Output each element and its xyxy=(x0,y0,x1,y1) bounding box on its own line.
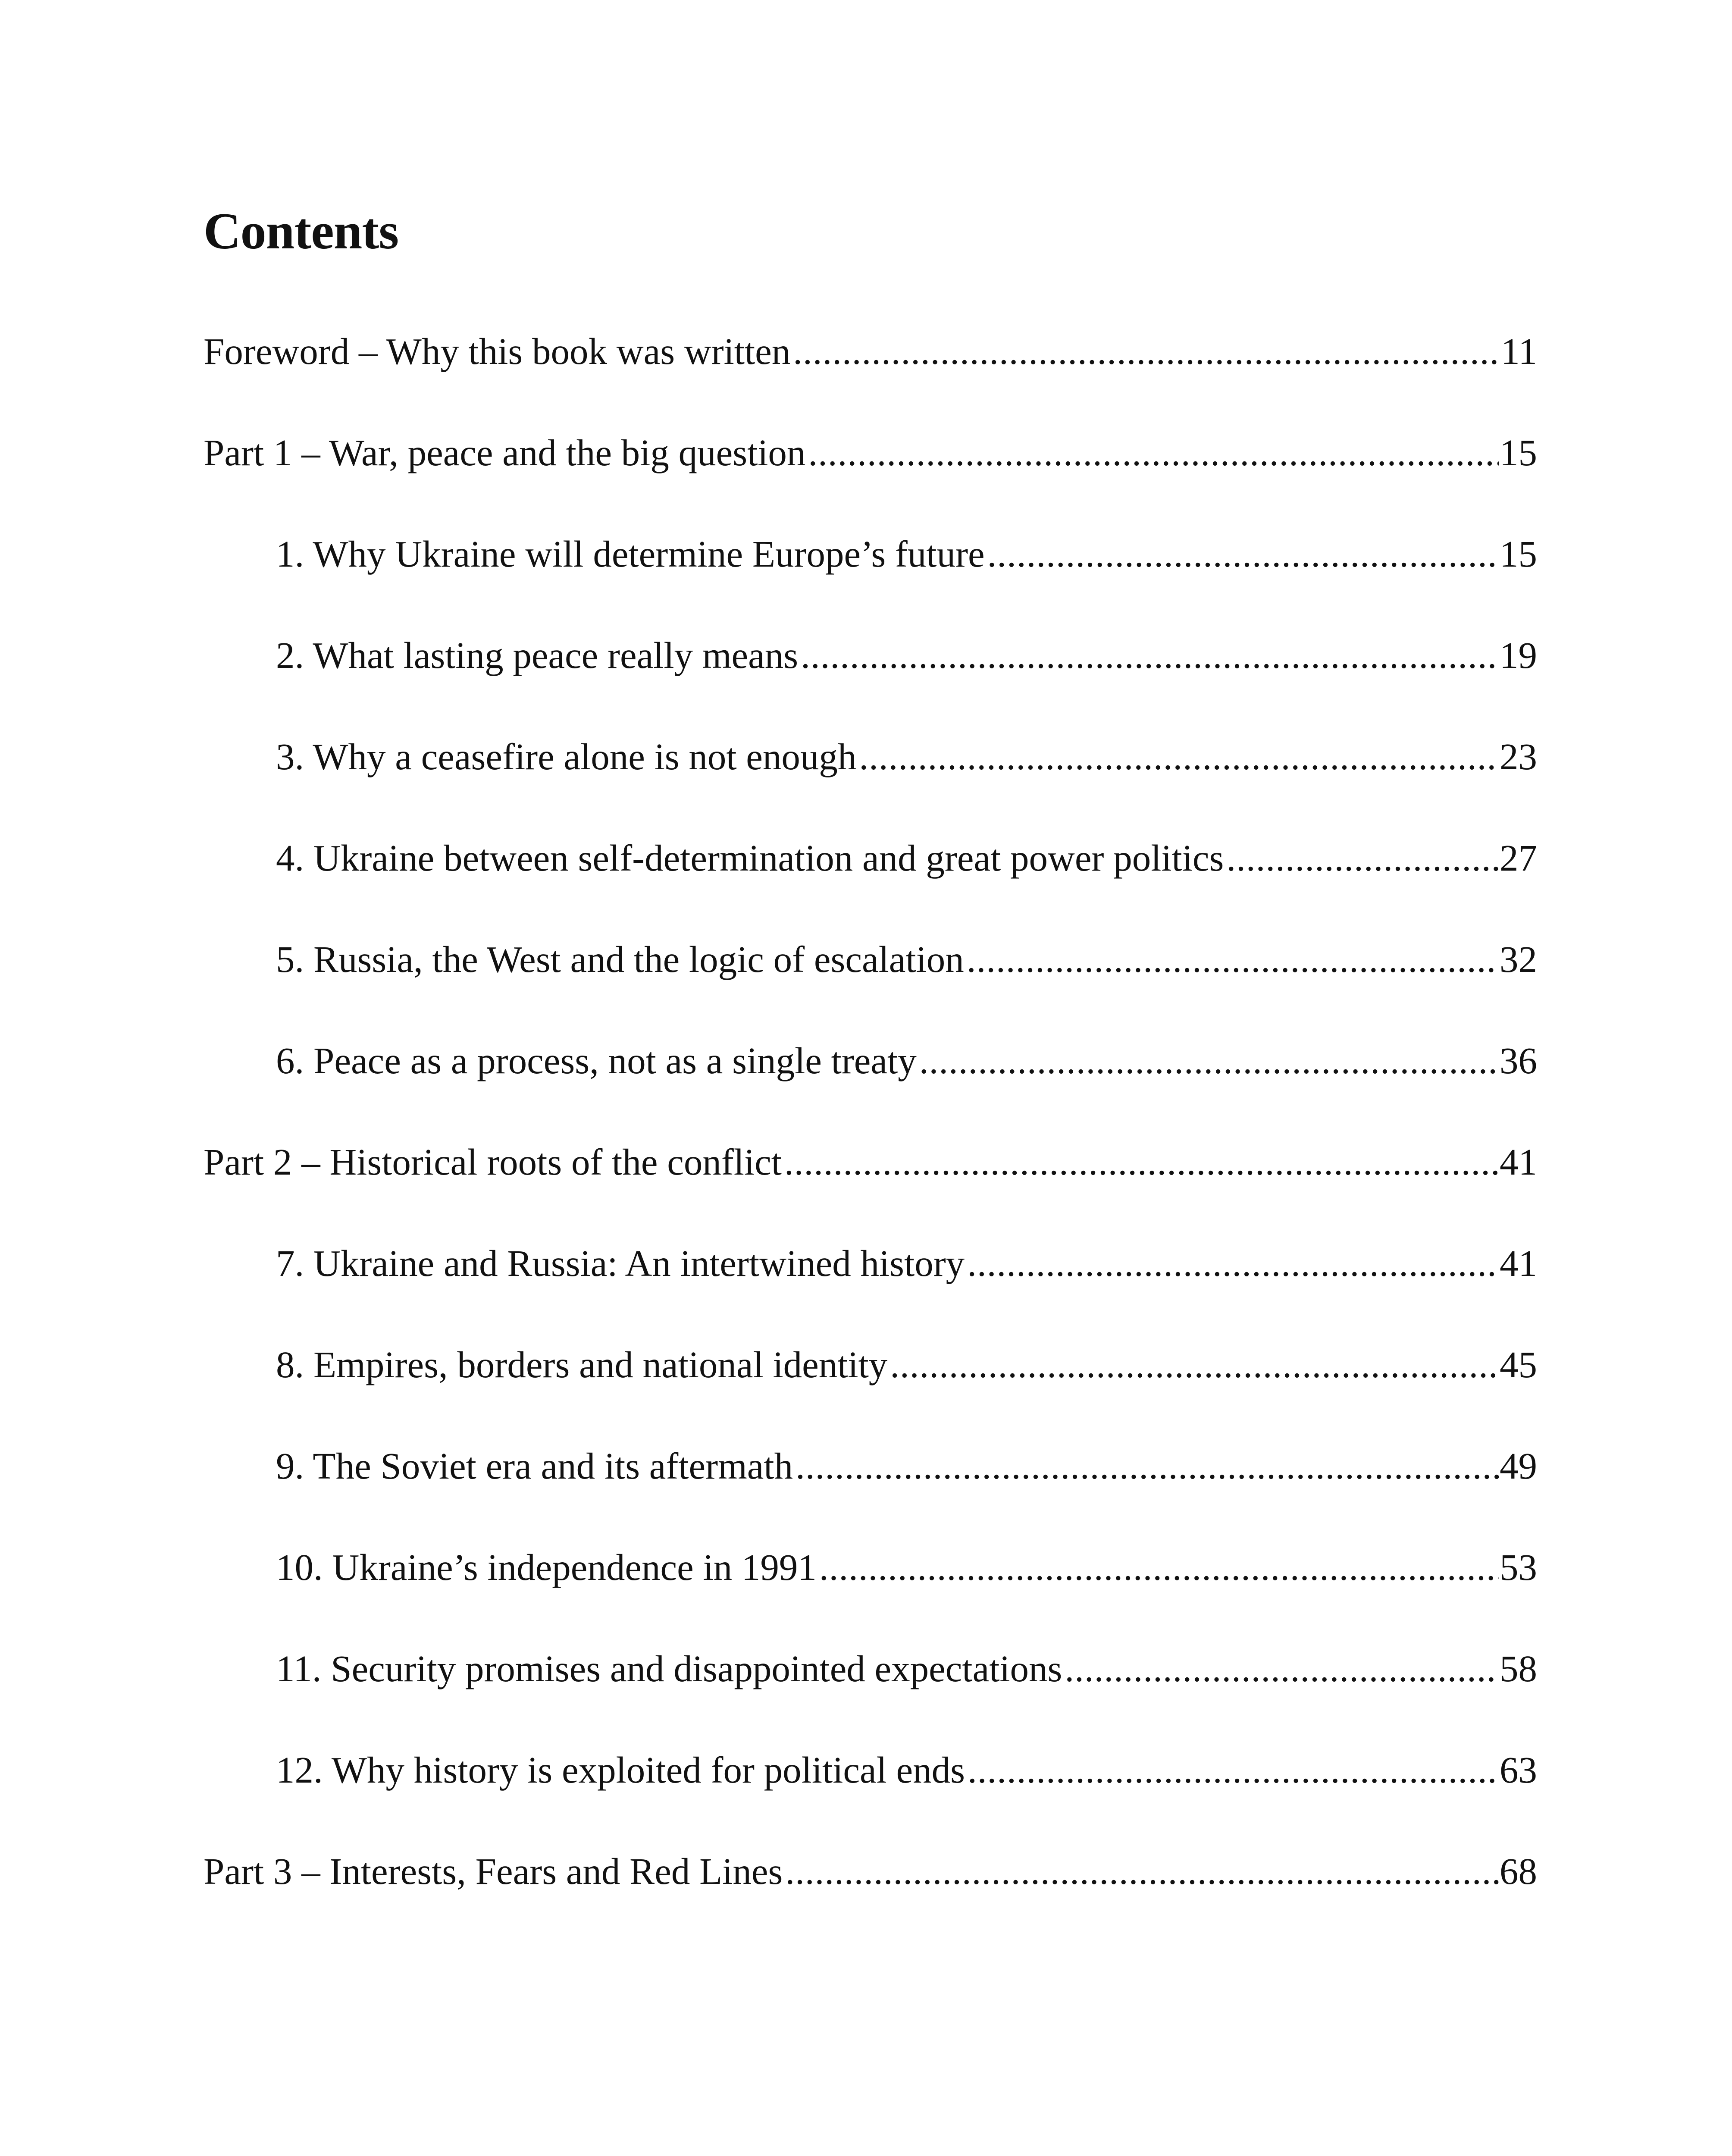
toc-entry-title: 7. Ukraine and Russia: An intertwined history xyxy=(276,1242,965,1284)
dot-leader xyxy=(859,733,1499,780)
toc-entry-page: 27 xyxy=(1500,837,1537,879)
toc-entry-chapter-1[interactable] xyxy=(276,530,1537,578)
toc-entry-page: 58 xyxy=(1500,1648,1537,1689)
dot-leader xyxy=(987,530,1499,578)
toc-entry-title: 4. Ukraine between self-determination and great power politics xyxy=(276,837,1224,879)
dot-leader xyxy=(819,1544,1499,1591)
toc-entry-part-2[interactable] xyxy=(204,1138,1537,1186)
toc-entry-chapter-10[interactable] xyxy=(276,1544,1537,1591)
dot-leader xyxy=(801,632,1499,679)
dot-leader xyxy=(919,1037,1499,1084)
toc-entry-foreword[interactable] xyxy=(204,328,1537,375)
toc-entry-chapter-4[interactable] xyxy=(276,834,1537,882)
dot-leader xyxy=(808,429,1499,476)
toc-entry-chapter-9[interactable] xyxy=(276,1442,1537,1490)
toc-entry-page: 15 xyxy=(1500,432,1537,473)
toc-entry-page: 23 xyxy=(1500,736,1537,777)
dot-leader xyxy=(784,1138,1499,1186)
toc-entry-title: 11. Security promises and disappointed expectations xyxy=(276,1648,1062,1689)
dot-leader xyxy=(967,936,1499,983)
toc-entry-page: 68 xyxy=(1500,1850,1537,1892)
page-title: Contents xyxy=(204,202,399,260)
toc-entry-page: 15 xyxy=(1500,533,1537,575)
toc-entry-part-1[interactable] xyxy=(204,429,1537,476)
toc-entry-title: Part 3 – Interests, Fears and Red Lines xyxy=(204,1850,783,1892)
toc-entry-chapter-2[interactable] xyxy=(276,632,1537,679)
toc-entry-chapter-6[interactable] xyxy=(276,1037,1537,1084)
dot-leader xyxy=(793,328,1500,375)
toc-entry-chapter-5[interactable] xyxy=(276,936,1537,983)
toc-entry-chapter-7[interactable] xyxy=(276,1240,1537,1287)
toc-entry-chapter-12[interactable] xyxy=(276,1746,1537,1794)
toc-entry-page: 63 xyxy=(1500,1749,1537,1791)
toc-entry-page: 45 xyxy=(1500,1344,1537,1385)
toc-entry-title: 5. Russia, the West and the logic of escalation xyxy=(276,938,964,980)
dot-leader xyxy=(796,1442,1499,1490)
dot-leader xyxy=(785,1848,1499,1895)
toc-entry-title: 2. What lasting peace really means xyxy=(276,634,799,676)
toc-entry-title: 8. Empires, borders and national identity xyxy=(276,1344,888,1385)
toc-entry-page: 32 xyxy=(1500,938,1537,980)
toc-entry-title: Part 1 – War, peace and the big question xyxy=(204,432,806,473)
dot-leader xyxy=(967,1240,1499,1287)
toc-entry-chapter-8[interactable] xyxy=(276,1341,1537,1388)
toc-entry-page: 36 xyxy=(1500,1040,1537,1081)
toc-entry-part-3[interactable] xyxy=(204,1848,1537,1895)
toc-entry-page: 41 xyxy=(1500,1141,1537,1183)
toc-entry-title: 1. Why Ukraine will determine Europe’s future xyxy=(276,533,985,575)
dot-leader xyxy=(1065,1645,1499,1692)
toc-entry-page: 53 xyxy=(1500,1546,1537,1588)
toc-entry-title: 9. The Soviet era and its aftermath xyxy=(276,1445,793,1487)
toc-entry-title: 6. Peace as a process, not as a single treaty xyxy=(276,1040,917,1081)
toc-entry-page: 49 xyxy=(1500,1445,1537,1487)
dot-leader xyxy=(890,1341,1499,1388)
toc-entry-title: 10. Ukraine’s independence in 1991 xyxy=(276,1546,817,1588)
toc-entry-title: Foreword – Why this book was written xyxy=(204,330,791,372)
toc-entry-page: 11 xyxy=(1501,330,1537,372)
toc-entry-page: 19 xyxy=(1500,634,1537,676)
toc-entry-title: 3. Why a ceasefire alone is not enough xyxy=(276,736,857,777)
toc-entry-title: Part 2 – Historical roots of the conflict xyxy=(204,1141,782,1183)
dot-leader xyxy=(968,1746,1499,1794)
dot-leader xyxy=(1226,834,1499,882)
toc-entry-chapter-11[interactable] xyxy=(276,1645,1537,1692)
toc-entry-page: 41 xyxy=(1500,1242,1537,1284)
toc-entry-chapter-3[interactable] xyxy=(276,733,1537,780)
toc-entry-title: 12. Why history is exploited for political ends xyxy=(276,1749,965,1791)
